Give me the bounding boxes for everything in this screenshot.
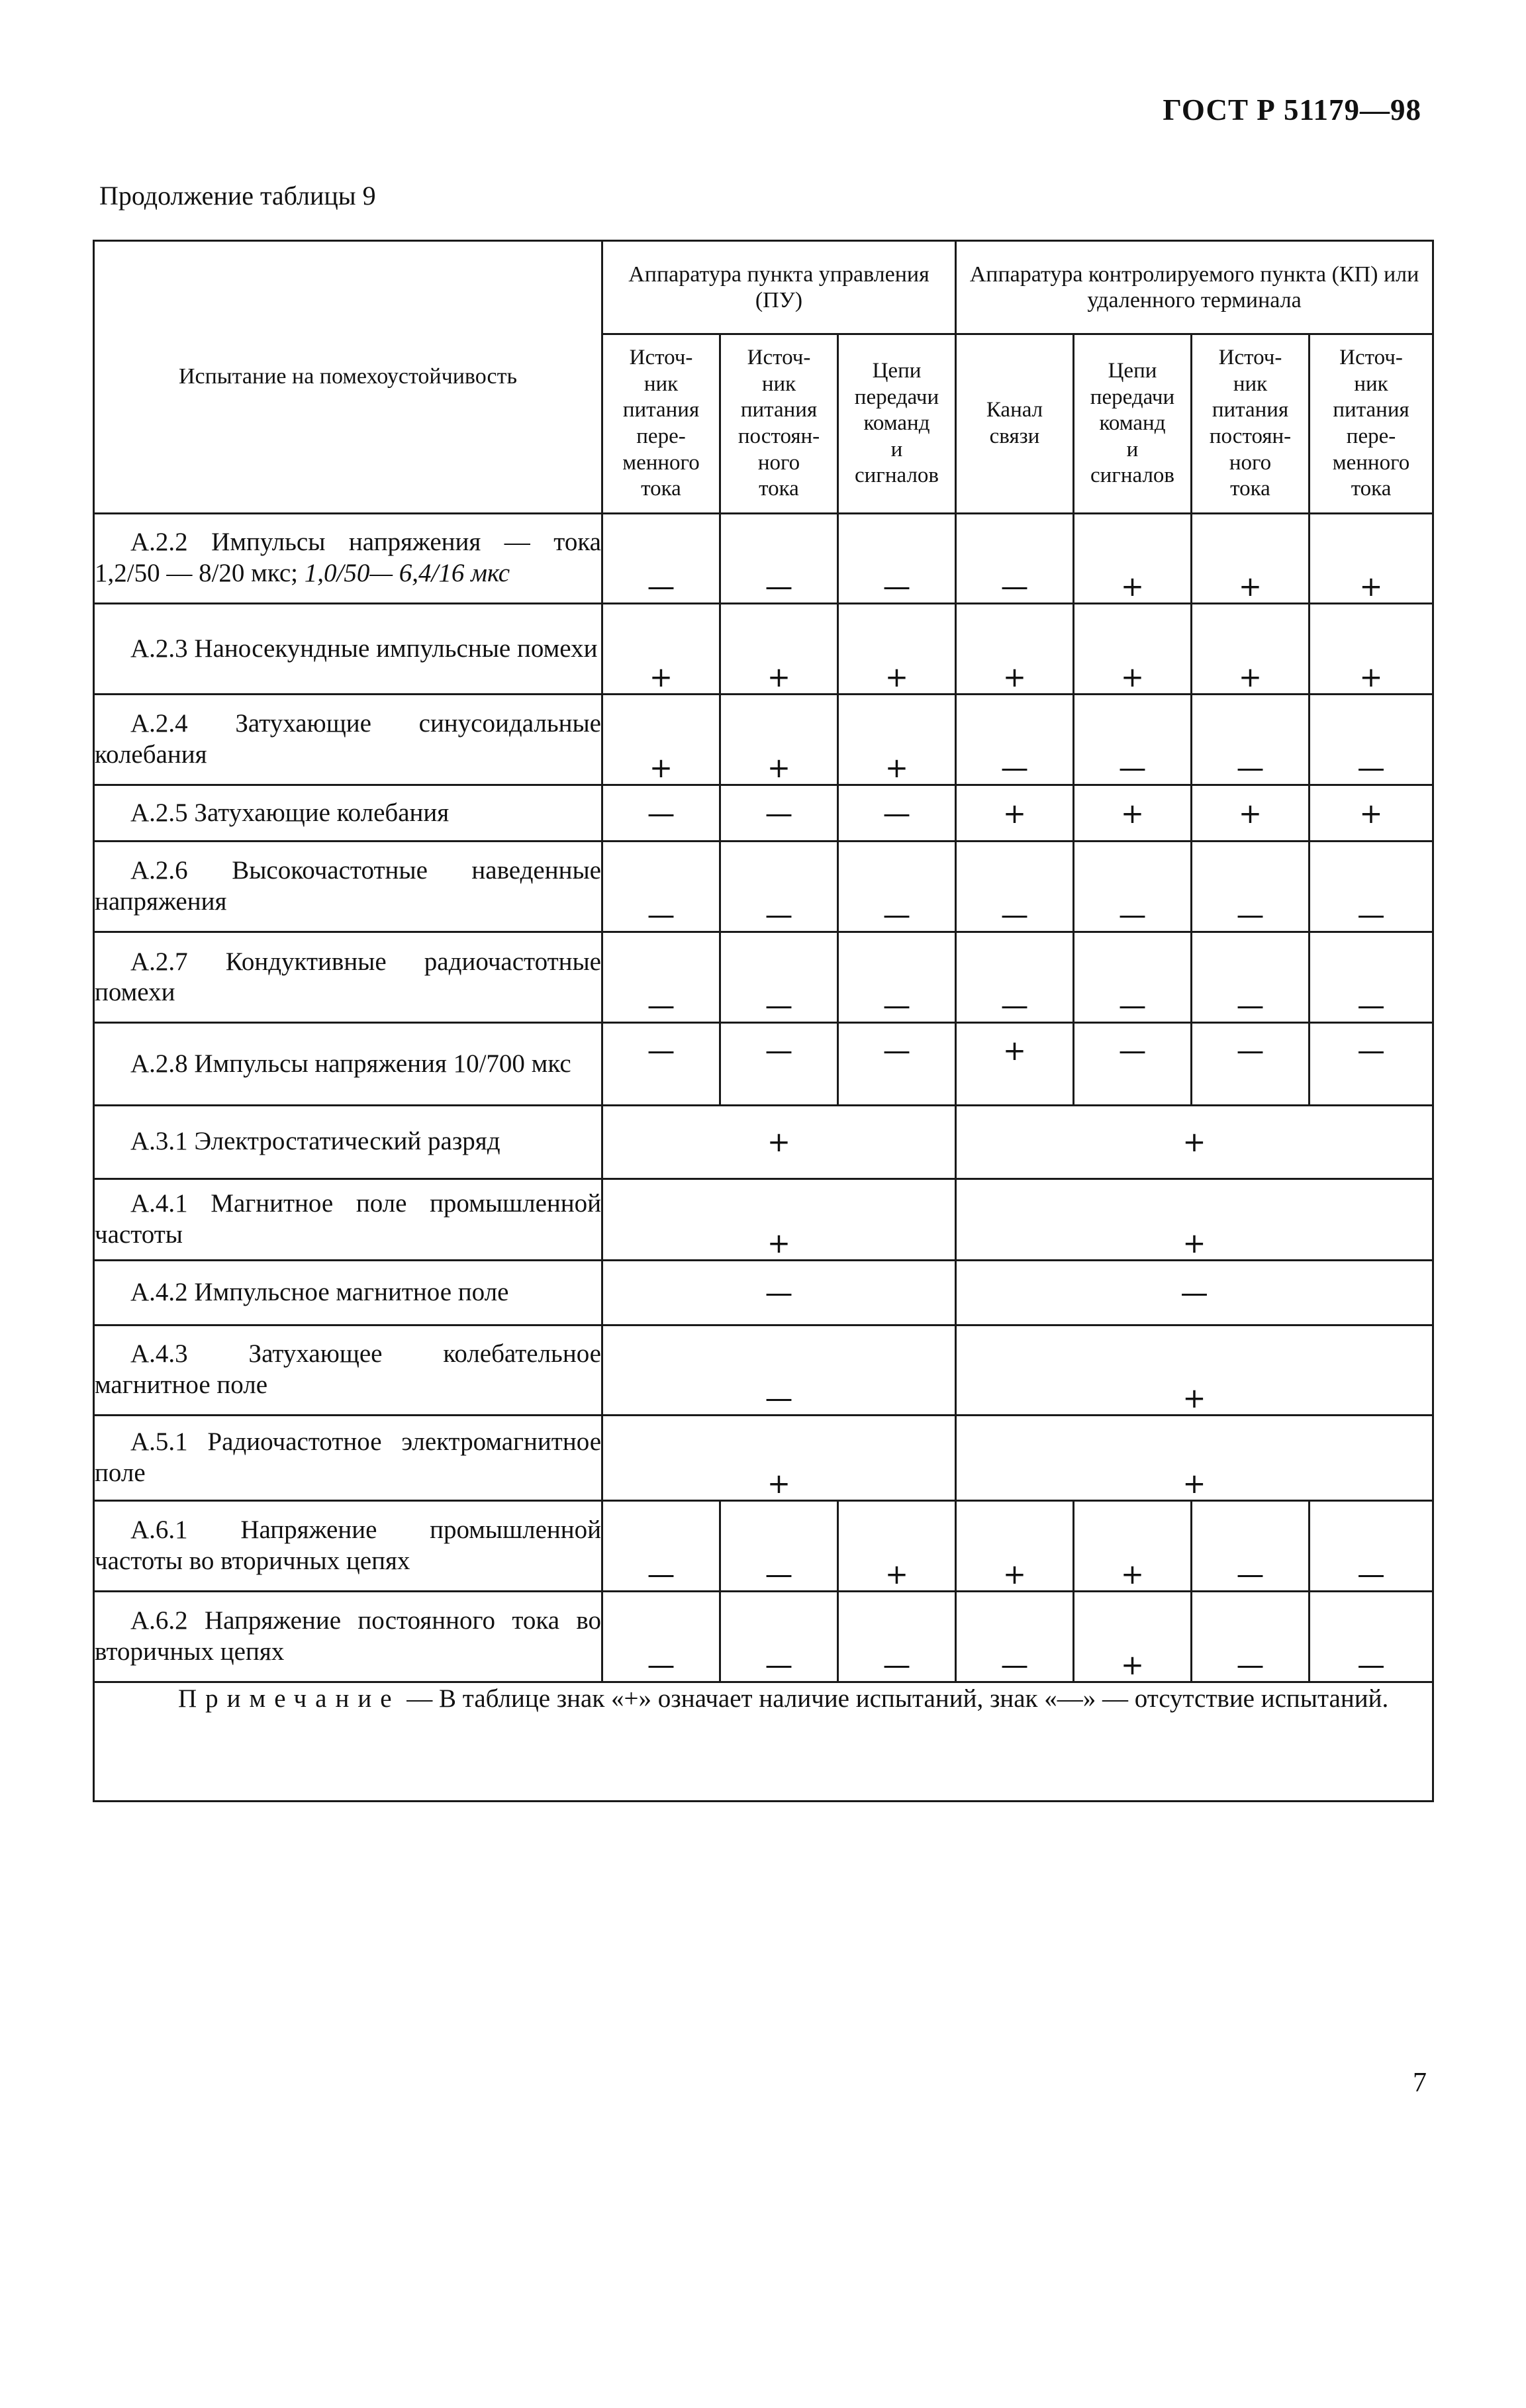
mark-cell: + [838,695,956,785]
table-row [94,932,1433,1023]
mark-cell-pu: + [602,1105,956,1179]
document-code: ГОСТ Р 51179—98 [1163,93,1421,126]
mark-cell: — [1192,695,1310,785]
mark-cell: + [956,1023,1074,1105]
table-row [94,1500,1433,1591]
mark-cell: — [1192,1023,1310,1105]
mark-cell: — [1192,932,1310,1023]
mark-cell: — [956,513,1074,603]
table-row [94,1023,1433,1105]
mark-cell: — [956,842,1074,932]
mark-cell: + [720,695,838,785]
test-name-cell [94,1500,602,1591]
group-header-pu: Аппаратура пункта управления (ПУ) [602,241,956,334]
mark-cell: + [720,603,838,694]
mark-cell: — [720,785,838,842]
mark-cell: — [602,1592,720,1682]
mark-cell: — [956,695,1074,785]
mark-cell: — [720,842,838,932]
test-name-cell [94,513,602,603]
mark-cell-kp: + [956,1325,1433,1415]
mark-cell: + [602,695,720,785]
mark-cell: — [956,932,1074,1023]
note-row [94,1682,1433,1802]
mark-cell: — [838,513,956,603]
table-row [94,1105,1433,1179]
mark-cell-pu: + [602,1415,956,1500]
table-row [94,1592,1433,1682]
column-header: Цепи передачи команд и сигналов [838,334,956,513]
test-name-cell [94,1260,602,1325]
table-row [94,1260,1433,1325]
mark-cell: — [1074,1023,1192,1105]
mark-cell: + [956,785,1074,842]
mark-cell: — [838,842,956,932]
mark-cell: + [1074,785,1192,842]
table-row [94,513,1433,603]
note-cell [94,1682,1433,1802]
test-name-cell [94,1023,602,1105]
mark-cell: — [956,1592,1074,1682]
mark-cell: — [1310,695,1433,785]
test-name: А.4.3 Затухающее колебательное магнитное поле [95,1339,601,1400]
test-name: А.2.8 Импульсы напряжения 10/700 мкс [130,1049,571,1078]
test-name: А.2.7 Кондуктивные радиочастотные помехи [95,947,601,1007]
mark-cell: — [1310,1023,1433,1105]
test-column-header: Испытание на помехоустойчивость [94,241,602,514]
mark-cell: + [1192,603,1310,694]
group-header-kp: Аппаратура контролируемого пункта (КП) или удаленного терминала [956,241,1433,334]
table-row [94,842,1433,932]
test-name: А.6.1 Напряжение промышленной частоты во вторичных цепях [95,1516,601,1575]
test-name-cell [94,785,602,842]
column-header: Канал связи [956,334,1074,513]
mark-cell: — [838,1592,956,1682]
test-name-cell [94,842,602,932]
mark-cell: — [1310,932,1433,1023]
note-text: — В таблице знак «+» означает наличие испытаний, знак «—» — отсутствие испытаний. [400,1684,1389,1713]
mark-cell: + [956,1500,1074,1591]
mark-cell-pu: + [602,1179,956,1260]
page-number: 7 [1413,2068,1427,2098]
mark-cell: — [1192,1500,1310,1591]
test-name-cell [94,1592,602,1682]
mark-cell: — [1192,842,1310,932]
mark-cell: + [1310,785,1433,842]
table-row [94,1325,1433,1415]
mark-cell-kp: + [956,1179,1433,1260]
mark-cell: + [1310,603,1433,694]
note-label: Примечание [178,1684,401,1713]
mark-cell: — [838,932,956,1023]
test-name-cell [94,1179,602,1260]
mark-cell: — [720,1023,838,1105]
table-row [94,1179,1433,1260]
mark-cell: — [1074,842,1192,932]
mark-cell: + [838,603,956,694]
mark-cell: — [720,932,838,1023]
test-name: А.2.4 Затухающие синусоидальные колебания [95,709,601,769]
mark-cell: — [602,513,720,603]
mark-cell: — [1310,1500,1433,1591]
test-name-cell [94,1325,602,1415]
test-name: А.6.2 Напряжение постоянного тока во вторичных цепях [95,1606,601,1666]
table-caption: Продолжение таблицы 9 [99,181,376,211]
mark-cell: + [1310,513,1433,603]
column-header: Цепи передачи команд и сигналов [1074,334,1192,513]
mark-cell-pu: — [602,1325,956,1415]
table-row [94,1415,1433,1500]
mark-cell: — [838,785,956,842]
mark-cell: — [1192,1592,1310,1682]
mark-cell: + [1192,785,1310,842]
column-header: Источ- ник питания пере- менного тока [602,334,720,513]
mark-cell: + [602,603,720,694]
test-name: А.4.2 Импульсное магнитное поле [130,1277,509,1306]
mark-cell: + [1074,513,1192,603]
mark-cell-pu: — [602,1260,956,1325]
mark-cell: + [1074,603,1192,694]
column-header: Источ- ник питания пере- менного тока [1310,334,1433,513]
mark-cell: — [720,1500,838,1591]
mark-cell: — [602,932,720,1023]
mark-cell: — [720,513,838,603]
mark-cell: — [602,1500,720,1591]
mark-cell: — [720,1592,838,1682]
mark-cell: + [1074,1500,1192,1591]
test-table [93,240,1434,1802]
mark-cell: — [1310,1592,1433,1682]
mark-cell: + [956,603,1074,694]
mark-cell: — [1074,695,1192,785]
test-name: А.5.1 Радиочастотное электромагнитное поле [95,1427,601,1487]
test-name: А.2.3 Наносекундные импульсные помехи [130,634,598,663]
mark-cell: — [602,842,720,932]
mark-cell-kp: + [956,1105,1433,1179]
test-name-italic: 1,0/50— 6,4/16 мкс [304,559,510,588]
mark-cell: — [1074,932,1192,1023]
test-name-cell [94,695,602,785]
mark-cell: — [602,1023,720,1105]
table-row [94,785,1433,842]
test-name-cell [94,932,602,1023]
test-name-cell [94,1415,602,1500]
test-name-cell [94,603,602,694]
mark-cell: + [1074,1592,1192,1682]
test-name: А.3.1 Электростатический разряд [130,1127,501,1156]
mark-cell-kp: — [956,1260,1433,1325]
mark-cell: — [838,1023,956,1105]
mark-cell: + [838,1500,956,1591]
mark-cell: — [1310,842,1433,932]
column-header: Источ- ник питания постоян- ного тока [1192,334,1310,513]
test-name: А.4.1 Магнитное поле промышленной частоты [95,1188,601,1249]
table-row [94,695,1433,785]
table-row [94,603,1433,694]
test-name: А.2.6 Высокочастотные наведенные напряжения [95,856,601,916]
column-header: Источ- ник питания постоян- ного тока [720,334,838,513]
test-name: А.2.2 Импульсы напряжения — тока 1,2/50 — 8/20 мкс; [95,528,601,588]
table-body [94,241,1433,1802]
mark-cell: — [602,785,720,842]
test-name-cell [94,1105,602,1179]
mark-cell: + [1192,513,1310,603]
test-name: А.2.5 Затухающие колебания [130,798,450,827]
mark-cell-kp: + [956,1415,1433,1500]
